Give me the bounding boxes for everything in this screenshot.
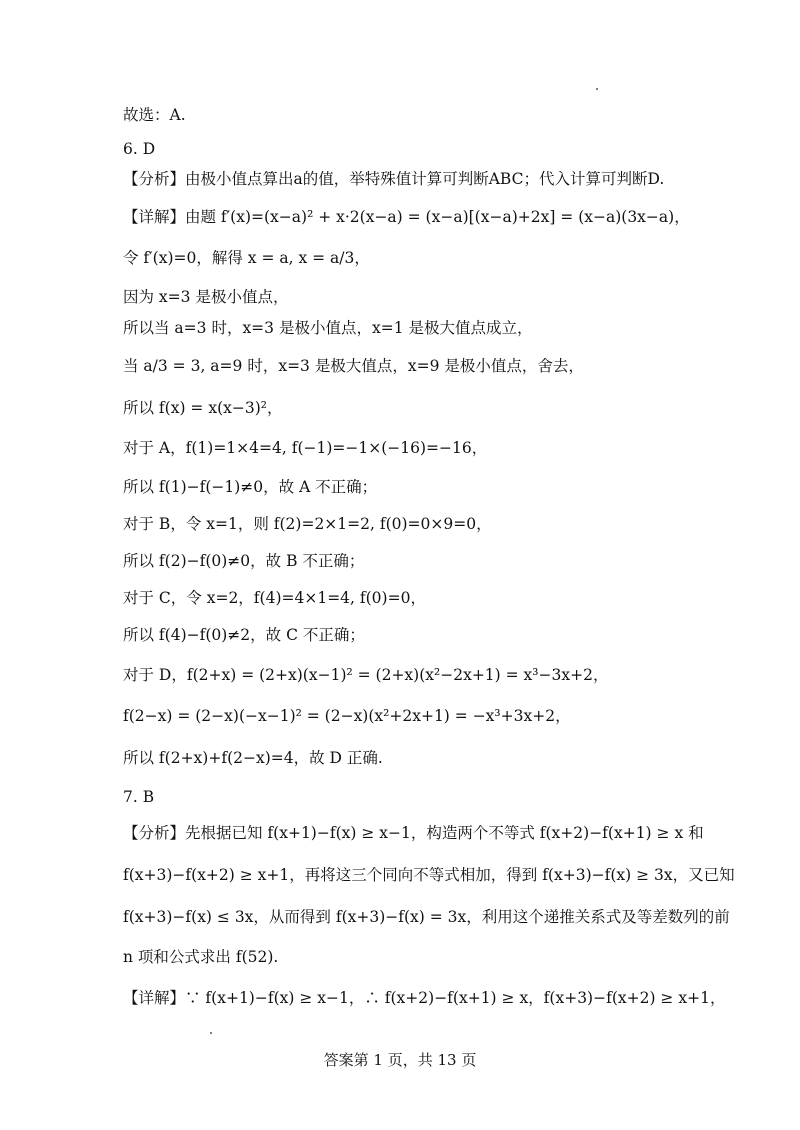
p6-detail-line-3: 因为 x=3 是极小值点， xyxy=(123,288,289,306)
p6-detail-line-15: 所以 f(2+x)+f(2−x)=4，故 D 正确. xyxy=(123,749,383,767)
p7-analysis-line-1: 【分析】先根据已知 f(x+1)−f(x) ≥ x−1，构造两个不等式 f(x+2)−f(x+1) ≥ x 和 xyxy=(123,824,704,842)
p6-detail-line-4: 所以当 a=3 时，x=3 是极小值点，x=1 是极大值点成立， xyxy=(123,319,533,337)
text-line-1: 故选：A. xyxy=(123,106,186,124)
p6-detail-line-8: 所以 f(1)−f(−1)≠0，故 A 不正确； xyxy=(123,478,378,496)
p6-detail-line-11: 对于 C，令 x=2，f(4)=4×1=4, f(0)=0， xyxy=(123,589,426,607)
problem-7-heading: 7. B xyxy=(123,788,155,806)
p7-detail-line-1: 【详解】∵ f(x+1)−f(x) ≥ x−1，∴ f(x+2)−f(x+1) ≥ x，f(x+3)−f(x+2) ≥ x+1， xyxy=(123,989,726,1007)
p6-detail-line-14: f(2−x) = (2−x)(−x−1)² = (2−x)(x²+2x+1) = −x³+3x+2， xyxy=(123,707,571,725)
p6-detail-line-5: 当 a/3 = 3, a=9 时，x=3 是极大值点，x=9 是极小值点，舍去， xyxy=(123,357,584,375)
problem-6-heading: 6. D xyxy=(123,140,156,158)
p6-detail-line-6: 所以 f(x) = x(x−3)²， xyxy=(123,399,283,417)
p7-analysis-line-4: n 项和公式求出 f(52). xyxy=(123,948,279,966)
p6-detail-line-9: 对于 B，令 x=1，则 f(2)=2×1=2, f(0)=0×9=0， xyxy=(123,515,492,533)
p7-analysis-line-3: f(x+3)−f(x) ≤ 3x，从而得到 f(x+3)−f(x) = 3x，利用这个递推关系式及等差数列的前 xyxy=(123,908,730,926)
p6-detail-line-12: 所以 f(4)−f(0)≠2，故 C 不正确； xyxy=(123,626,365,644)
p6-detail-line-2: 令 f′(x)=0，解得 x = a, x = a/3， xyxy=(123,249,370,267)
p6-detail-line-1: 【详解】由题 f′(x)=(x−a)² + x·2(x−a) = (x−a)[(x−a)+2x] = (x−a)(3x−a)， xyxy=(123,208,690,226)
scan-speck xyxy=(210,1032,212,1034)
p6-detail-line-10: 所以 f(2)−f(0)≠0，故 B 不正确； xyxy=(123,552,365,570)
scan-speck xyxy=(596,88,598,90)
p6-detail-line-13: 对于 D，f(2+x) = (2+x)(x−1)² = (2+x)(x²−2x+1) = x³−3x+2， xyxy=(123,666,609,684)
p7-analysis-line-2: f(x+3)−f(x+2) ≥ x+1，再将这三个同向不等式相加，得到 f(x+3)−f(x) ≥ 3x，又已知 xyxy=(123,866,735,884)
page-footer: 答案第 1 页，共 13 页 xyxy=(323,1051,477,1069)
p6-analysis: 【分析】由极小值点算出a的值，举特殊值计算可判断ABC；代入计算可判断D. xyxy=(123,170,665,188)
p6-detail-line-7: 对于 A，f(1)=1×4=4, f(−1)=−1×(−16)=−16， xyxy=(123,439,488,457)
